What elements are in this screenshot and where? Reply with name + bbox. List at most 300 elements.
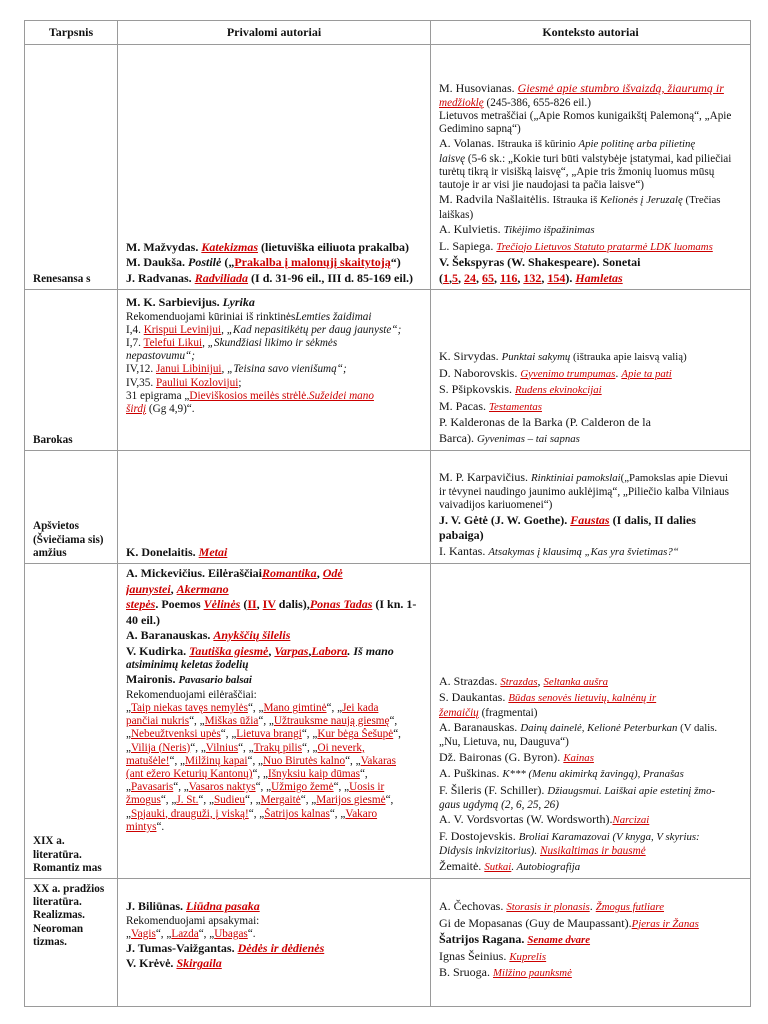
period-label: Barokas bbox=[33, 433, 73, 446]
required-line bbox=[126, 566, 422, 582]
poem-line bbox=[126, 702, 422, 715]
poem-punct: “, „ bbox=[220, 728, 237, 741]
required-line bbox=[126, 941, 422, 957]
poem-link[interactable]: Vasaros naktys bbox=[188, 781, 256, 794]
poem-line bbox=[126, 755, 422, 768]
poem-punct: “, „ bbox=[255, 781, 272, 794]
context-line: Lietuvos metraščiai („Apie Romos kunigaikštį Palemoną“, „Apie bbox=[439, 109, 732, 122]
poem-link[interactable]: Trakų pilis bbox=[253, 741, 302, 754]
poem-link[interactable]: Marijos giesmė bbox=[316, 794, 386, 807]
work-link[interactable]: Labora bbox=[311, 643, 348, 658]
poem-link[interactable]: Išnyksiu kaip dūmas bbox=[267, 767, 360, 780]
work-title: Atsakymas į klausimą „Kas yra švietimas?“ bbox=[488, 545, 679, 558]
context-line bbox=[439, 153, 742, 166]
work-link[interactable]: Giesmė apie stumbro išvaizdą, žiaurumą ir bbox=[517, 81, 724, 96]
context-line: turėtų tikrą ir visišką laisvę“, „Apie tris žmonių luomus mūsų bbox=[439, 165, 715, 178]
author: M. P. Karpavičius. bbox=[439, 469, 531, 484]
text: IV,12. bbox=[126, 363, 156, 376]
required-cell bbox=[118, 451, 431, 564]
work-link[interactable]: Akermano bbox=[176, 581, 229, 596]
work-link[interactable]: Skirgaila bbox=[176, 956, 222, 971]
required-line bbox=[126, 363, 422, 376]
work-link[interactable]: Žmogus futliare bbox=[595, 901, 665, 913]
context-line bbox=[439, 766, 742, 783]
author: K. Sirvydas. bbox=[439, 349, 502, 363]
work-link[interactable]: Gyvenimo trumpumas bbox=[520, 367, 616, 380]
text: (I dalis, II dalies bbox=[609, 512, 696, 527]
text: (Trečias bbox=[682, 194, 721, 207]
context-line bbox=[439, 192, 742, 209]
text: dalis), bbox=[275, 597, 310, 611]
work-link[interactable]: Faustas bbox=[570, 512, 610, 527]
work-link[interactable]: Rudens ekvinokcijai bbox=[515, 384, 602, 396]
poem-link[interactable]: Kur bėga Šešupė bbox=[317, 728, 394, 741]
poem-punct: “, „ bbox=[189, 715, 205, 728]
context-line: ir tėvynei naudingo jaunimo auklėjimą“, „Piliečio kalba Vilniaus bbox=[439, 486, 729, 499]
work-title: Džiaugsmui. Laiškai apie estetinį žmo- bbox=[547, 784, 716, 797]
poem-punct: “, bbox=[385, 794, 394, 807]
required-line bbox=[126, 324, 422, 337]
context-line bbox=[439, 949, 742, 966]
author: Žemaitė. bbox=[439, 858, 485, 873]
author: J. Radvanas. bbox=[126, 270, 195, 285]
author: J. Biliūnas. bbox=[126, 899, 187, 913]
author: M. Husovianas. bbox=[439, 81, 518, 96]
required-line: nepastovumu“; bbox=[126, 350, 195, 363]
author: A. Volanas. bbox=[439, 136, 498, 151]
work-link[interactable]: Prakalba į malonųjį skaitytoją bbox=[234, 255, 391, 269]
work-link[interactable]: Storasis ir plonasis bbox=[506, 901, 590, 913]
poem-punct: “, „ bbox=[247, 754, 264, 767]
work-title: laisvę bbox=[439, 152, 466, 165]
text: , „Teisina savo vienišumą“; bbox=[221, 363, 347, 376]
context-cell bbox=[431, 290, 751, 451]
poem-punct: “, bbox=[389, 715, 398, 728]
period-cell bbox=[25, 451, 118, 564]
work-link[interactable]: medžioklę bbox=[439, 96, 484, 109]
context-line bbox=[439, 470, 742, 487]
work-title: . Autobiografija bbox=[511, 860, 581, 873]
text: IV,35. bbox=[126, 376, 156, 389]
required-line bbox=[126, 545, 422, 561]
poem-punct: „ bbox=[126, 728, 131, 741]
poem-punct: “, „ bbox=[252, 767, 268, 780]
work-link[interactable]: Milžino paunksmė bbox=[493, 967, 572, 979]
poem-link[interactable]: Oi neverk, bbox=[317, 741, 365, 754]
work-link[interactable]: IV bbox=[262, 597, 276, 611]
text: , „Skundžiasi likimo ir sėkmės bbox=[202, 336, 338, 349]
poem-punct: “. bbox=[156, 820, 165, 833]
work-link[interactable]: Sužeidei mano bbox=[309, 389, 374, 402]
work-link[interactable]: Krispui Levinijui bbox=[143, 323, 222, 336]
sonnet-link[interactable]: 116 bbox=[500, 270, 518, 285]
context-line bbox=[439, 812, 742, 829]
work-link[interactable]: Varpas bbox=[274, 643, 309, 658]
text: I,4. bbox=[126, 323, 144, 336]
text: . bbox=[615, 365, 622, 380]
poem-link[interactable]: Šatrijos kalnas bbox=[264, 807, 330, 820]
poem-link[interactable]: mintys bbox=[126, 820, 157, 833]
work-link[interactable]: Būdas senovės lietuvių, kalnėnų ir bbox=[508, 692, 657, 705]
work-title: Apie politinę arba pilietinę bbox=[578, 138, 696, 151]
required-line bbox=[126, 597, 422, 613]
context-cell bbox=[431, 564, 751, 879]
poem-link[interactable]: Užmigo žemė bbox=[271, 781, 334, 794]
work-link[interactable]: Nusikaltimas ir bausmė bbox=[540, 845, 646, 858]
author: D. Naborovskis. bbox=[439, 365, 521, 380]
work-link[interactable]: Hamletas bbox=[575, 270, 623, 285]
context-line bbox=[439, 916, 742, 933]
poem-punct: “, „ bbox=[345, 754, 361, 767]
work-link[interactable]: Narcizai bbox=[612, 814, 650, 827]
required-line: atsiminimų keletas žodelių bbox=[126, 659, 249, 671]
required-line bbox=[126, 377, 422, 390]
context-line: pabaiga) bbox=[439, 528, 484, 542]
work-link[interactable]: Sutkai bbox=[484, 860, 512, 873]
text: („ bbox=[221, 255, 235, 269]
text: , „Kad nepasitikėtų per daug jaunyste“; bbox=[221, 323, 402, 336]
poem-punct: “, „ bbox=[238, 741, 254, 754]
required-line bbox=[126, 240, 422, 256]
context-line bbox=[439, 750, 742, 767]
work-title: K*** (Menu akimirką žavingą), Pranašas bbox=[502, 768, 684, 781]
work-link[interactable]: Dieviškosios meilės strėlė. bbox=[189, 389, 310, 402]
author: Šatrijos Ragana. bbox=[439, 932, 528, 946]
text: (fragmentai) bbox=[478, 706, 538, 719]
poem-link[interactable]: Nuo Birutės kalno bbox=[263, 754, 346, 767]
poem-link[interactable]: Taip niekas tavęs nemylės bbox=[130, 701, 248, 714]
work-link[interactable]: Metai bbox=[198, 544, 228, 559]
poem-link[interactable]: pančiai nukris bbox=[126, 715, 190, 728]
work-link[interactable]: stepės bbox=[126, 597, 156, 611]
sonnet-link[interactable]: 5 bbox=[452, 270, 458, 285]
poem-punct: „ bbox=[126, 701, 131, 714]
work-link[interactable]: Tautiška giesmė bbox=[189, 643, 269, 658]
poem-punct: „ bbox=[126, 781, 131, 794]
work-link[interactable]: Katekizmas bbox=[201, 239, 258, 254]
period-label: XIX a. literatūra. Romantiz mas bbox=[33, 835, 102, 874]
text: („Pamokslas apie Dievui bbox=[620, 471, 729, 484]
context-line: „Nu, Lietuva, nu, Dauguva“) bbox=[439, 736, 569, 749]
sonnets-line: (1,5, 24, 65, 116, 132, 154). Hamletas bbox=[439, 270, 623, 285]
text: , bbox=[268, 643, 275, 658]
required-line bbox=[126, 899, 422, 915]
text: ( bbox=[240, 597, 248, 611]
text: Ištrauka iš kūrinio bbox=[497, 138, 579, 151]
context-line bbox=[439, 707, 742, 720]
poem-line bbox=[126, 794, 422, 807]
sonnet-link[interactable]: 1 bbox=[443, 270, 449, 285]
context-line bbox=[439, 349, 742, 366]
work-link[interactable]: Telefui Likui bbox=[143, 336, 203, 349]
row-renesansas bbox=[25, 45, 751, 290]
work-link[interactable]: Ubagas bbox=[214, 927, 248, 940]
poem-punct: “, „ bbox=[248, 807, 265, 820]
poem-link[interactable]: Jei kada bbox=[342, 701, 379, 714]
sonnet-link[interactable]: 65 bbox=[482, 270, 494, 285]
poem-link[interactable]: Užtrauksme naują giesmę bbox=[273, 715, 390, 728]
author: F. Dostojevskis. bbox=[439, 828, 519, 843]
poem-line bbox=[126, 768, 422, 781]
work-link[interactable]: Kuprelis bbox=[509, 950, 547, 963]
poem-line bbox=[126, 781, 422, 794]
work-title: Punktai sakymų bbox=[501, 351, 571, 363]
poem-punct: “, „ bbox=[326, 701, 343, 714]
context-cell bbox=[431, 45, 751, 290]
context-line bbox=[439, 136, 742, 153]
author: Gi de Mopasanas (Guy de Maupassant). bbox=[439, 915, 632, 930]
required-cell bbox=[118, 45, 431, 290]
work-link[interactable]: Pjeras ir Žanas bbox=[631, 917, 699, 930]
row-apsvietos bbox=[25, 451, 751, 564]
author: M. Pacas. bbox=[439, 398, 489, 413]
text: (Gg 4,9)“. bbox=[146, 402, 195, 415]
context-line bbox=[439, 415, 742, 431]
author: Dž. Baironas (G. Byron). bbox=[439, 749, 564, 764]
required-line: Rekomenduojami apsakymai: bbox=[126, 914, 260, 927]
author: B. Sruoga. bbox=[439, 965, 493, 979]
context-line bbox=[439, 932, 742, 949]
author: K. Donelaitis. bbox=[126, 544, 199, 559]
work-title: Lemties žaidimai bbox=[295, 310, 372, 323]
poem-link[interactable]: Mergaitė bbox=[260, 794, 301, 807]
required-line: Rekomenduojami eilėraščiai: bbox=[126, 688, 257, 701]
context-line bbox=[439, 965, 742, 982]
poem-punct: “, „ bbox=[173, 781, 189, 794]
required-line bbox=[126, 255, 422, 271]
poem-link[interactable]: Milžinų kapai bbox=[185, 754, 248, 767]
context-cell bbox=[431, 879, 751, 1007]
context-line bbox=[439, 674, 742, 691]
text: (I kn. 1- bbox=[372, 597, 417, 611]
work-link[interactable]: Romantika bbox=[262, 566, 317, 580]
text: “. bbox=[247, 927, 256, 940]
text: “) bbox=[390, 255, 401, 269]
required-line bbox=[126, 311, 422, 324]
context-line bbox=[439, 431, 742, 448]
required-line bbox=[126, 628, 422, 644]
period-label: Renesansa s bbox=[33, 272, 91, 285]
work-link[interactable]: žemaičių bbox=[439, 706, 479, 719]
work-link[interactable]: Dėdės ir dėdienės bbox=[237, 940, 325, 955]
text: (245-386, 655-826 eil.) bbox=[483, 96, 591, 109]
poem-line bbox=[126, 742, 422, 755]
context-line bbox=[439, 845, 742, 858]
work-link[interactable]: Vėlinės bbox=[203, 597, 241, 611]
work-title: Broliai Karamazovai (V knyga, V skyrius: bbox=[518, 830, 700, 843]
work-title: Pavasario balsai bbox=[178, 674, 252, 687]
poem-link[interactable]: Sudieu bbox=[213, 794, 246, 807]
work-link[interactable]: Janui Libinijui bbox=[155, 363, 222, 376]
author: S. Pšipkovskis. bbox=[439, 382, 516, 396]
poem-punct: „ bbox=[126, 741, 131, 754]
poem-punct: “, „ bbox=[300, 794, 317, 807]
row-xix bbox=[25, 564, 751, 879]
work-title: Kelionės į Jeruzalę bbox=[600, 194, 683, 207]
work-link[interactable]: Strazdas bbox=[500, 675, 538, 688]
poem-link[interactable]: žmogus bbox=[126, 794, 161, 807]
poem-punct: “, „ bbox=[245, 794, 261, 807]
poem-link[interactable]: J. St. bbox=[176, 794, 199, 807]
required-line bbox=[126, 403, 422, 416]
context-line bbox=[439, 513, 742, 529]
context-line bbox=[439, 382, 742, 399]
poem-punct: “, „ bbox=[247, 701, 264, 714]
work-link[interactable]: Testamentas bbox=[489, 400, 542, 413]
author: I. Kantas. bbox=[439, 543, 489, 558]
poem-line bbox=[126, 715, 422, 728]
header-required-authors: Privalomi autoriai bbox=[118, 21, 431, 45]
text: I,7. bbox=[126, 336, 144, 349]
required-cell bbox=[118, 879, 431, 1007]
author: S. Daukantas. bbox=[439, 690, 509, 705]
required-cell bbox=[118, 564, 431, 879]
work-link[interactable]: II bbox=[247, 597, 257, 611]
text: ; bbox=[238, 376, 242, 389]
author: A. Strazdas. bbox=[439, 673, 501, 688]
author: A. Baranauskas. bbox=[439, 719, 521, 734]
author: M. Mažvydas. bbox=[126, 239, 202, 254]
work-link[interactable]: jaunystei bbox=[126, 581, 171, 596]
text: , bbox=[537, 673, 544, 688]
context-line: vaivadijos kariuomenei“) bbox=[439, 499, 553, 512]
text: “, „ bbox=[198, 927, 215, 940]
context-line: laiškas) bbox=[439, 208, 474, 221]
author: Barca). bbox=[439, 430, 477, 445]
row-xx bbox=[25, 879, 751, 1007]
work-link[interactable]: Odė bbox=[322, 566, 343, 580]
author: A. Kulvietis. bbox=[439, 222, 504, 236]
author: A. Čechovas. bbox=[439, 899, 507, 913]
poem-link[interactable]: Uosis ir bbox=[349, 781, 385, 794]
text: „ bbox=[126, 927, 131, 940]
poem-link[interactable]: Mano gimtinė bbox=[263, 701, 327, 714]
poem-punct: “, „ bbox=[333, 781, 350, 794]
text: (I d. 31-96 eil., III d. 85-169 eil.) bbox=[248, 270, 414, 285]
context-line bbox=[439, 366, 742, 383]
poem-link[interactable]: Nebeužtvenksi upės bbox=[130, 728, 221, 741]
poem-punct: “, bbox=[393, 728, 401, 741]
author: L. Sapiega. bbox=[439, 238, 497, 253]
context-line bbox=[439, 222, 742, 239]
text: , bbox=[308, 643, 312, 658]
text: , bbox=[256, 597, 263, 611]
work-link[interactable]: Kainas bbox=[563, 751, 594, 764]
period-cell bbox=[25, 290, 118, 451]
work-link[interactable]: Pauliui Kozlovijui bbox=[155, 376, 239, 389]
work-link[interactable]: Lazda bbox=[171, 927, 199, 940]
poem-link[interactable]: Vakaro bbox=[345, 807, 378, 820]
poem-link[interactable]: Vilnius bbox=[205, 741, 239, 754]
poem-punct: “, „ bbox=[329, 807, 346, 820]
required-line bbox=[126, 390, 422, 403]
author: J. Tumas-Vaižgantas. bbox=[126, 940, 238, 955]
poem-punct: “, „ bbox=[160, 794, 177, 807]
poem-punct: “, „ bbox=[258, 715, 274, 728]
text: (V dalis. bbox=[677, 721, 718, 734]
work-link[interactable]: Radviliada bbox=[194, 270, 249, 285]
required-line bbox=[126, 672, 422, 689]
poem-link[interactable]: Lietuva brangi bbox=[236, 728, 302, 741]
context-line: gaus ugdymą (2, 6, 25, 26) bbox=[439, 799, 559, 812]
poem-link[interactable]: Pavasaris bbox=[130, 781, 174, 794]
required-line bbox=[126, 928, 422, 941]
period-label: XX a. pradžios literatūra. Realizmas. Neoroman tizmas. bbox=[33, 883, 105, 948]
sonnet-link[interactable]: 24 bbox=[464, 270, 476, 285]
header-row bbox=[25, 21, 751, 45]
context-line bbox=[439, 544, 742, 561]
text: Eilėraščiai bbox=[208, 566, 262, 580]
text: (ištrauka apie laisvą valią) bbox=[570, 351, 687, 363]
author: M. Radvila Našlaitėlis. bbox=[439, 192, 553, 207]
text: , bbox=[316, 566, 323, 580]
poem-link[interactable]: Spjauki, drauguži, į viską! bbox=[130, 807, 249, 820]
context-line bbox=[439, 829, 742, 846]
row-barokas bbox=[25, 290, 751, 451]
work-title: Tikėjimo išpažinimas bbox=[503, 224, 595, 236]
poem-punct: „ bbox=[126, 807, 131, 820]
poem-list bbox=[126, 702, 422, 834]
context-cell bbox=[431, 451, 751, 564]
period-cell bbox=[25, 879, 118, 1007]
work-link[interactable]: Sename dvare bbox=[527, 934, 591, 946]
poem-link[interactable]: matušėle! bbox=[126, 754, 170, 767]
context-line bbox=[439, 690, 742, 707]
text: Rekomenduojami kūriniai iš rinktinės bbox=[126, 310, 296, 323]
context-line bbox=[439, 97, 742, 110]
work-title: Postilė bbox=[188, 255, 222, 269]
context-line bbox=[439, 859, 742, 876]
context-line bbox=[439, 783, 742, 800]
header-period: Tarpsnis bbox=[25, 21, 118, 45]
author: M. Daukša. bbox=[126, 255, 189, 269]
work-link[interactable]: Trečiojo Lietuvos Statuto pratarmė LDK luomams bbox=[496, 240, 713, 253]
work-link[interactable]: širdį bbox=[126, 402, 147, 415]
work-title: Rinktiniai pamokslai bbox=[531, 471, 621, 484]
author: Maironis. bbox=[126, 672, 179, 687]
context-line bbox=[439, 399, 742, 416]
work-link[interactable]: Liūdna pasaka bbox=[186, 899, 260, 913]
work-title: Lyrika bbox=[222, 295, 255, 309]
text: “, „ bbox=[155, 927, 172, 940]
text: 31 epigrama „ bbox=[126, 389, 190, 402]
work-link[interactable]: Seltanka aušra bbox=[543, 675, 609, 688]
poem-link[interactable]: Vakaras bbox=[360, 754, 397, 767]
poem-link[interactable]: Miškas ūžia bbox=[204, 715, 259, 728]
poem-punct: “, bbox=[359, 767, 368, 780]
work-link[interactable]: Apie ta pati bbox=[621, 367, 672, 380]
context-line bbox=[439, 81, 742, 97]
required-line bbox=[126, 582, 422, 598]
work-link[interactable]: Ponas Tadas bbox=[309, 597, 373, 611]
author: J. V. Gėtė (J. W. Goethe). bbox=[439, 512, 571, 527]
poem-link[interactable]: Vilija (Neris) bbox=[130, 741, 191, 754]
work-link[interactable]: Anykščių šilelis bbox=[213, 628, 291, 642]
author: A. Baranauskas. bbox=[126, 628, 214, 642]
text: , bbox=[170, 581, 177, 596]
author: A. Puškinas. bbox=[439, 766, 503, 781]
sonnet-link[interactable]: 132 bbox=[523, 270, 542, 285]
work-link[interactable]: Vagis bbox=[130, 927, 156, 940]
poem-punct: “, „ bbox=[169, 754, 186, 767]
author: P. Kalderonas de la Barka (P. Calderon de la bbox=[439, 415, 651, 429]
sonnet-link[interactable]: 154 bbox=[547, 270, 566, 285]
context-line bbox=[439, 720, 742, 737]
poem-line bbox=[126, 728, 422, 741]
poem-link[interactable]: (ant ežero Keturių Kantonų) bbox=[126, 767, 253, 780]
header-context-authors: Konteksto autoriai bbox=[431, 21, 751, 45]
text: (lietuviška eiliuota prakalba) bbox=[258, 239, 410, 254]
